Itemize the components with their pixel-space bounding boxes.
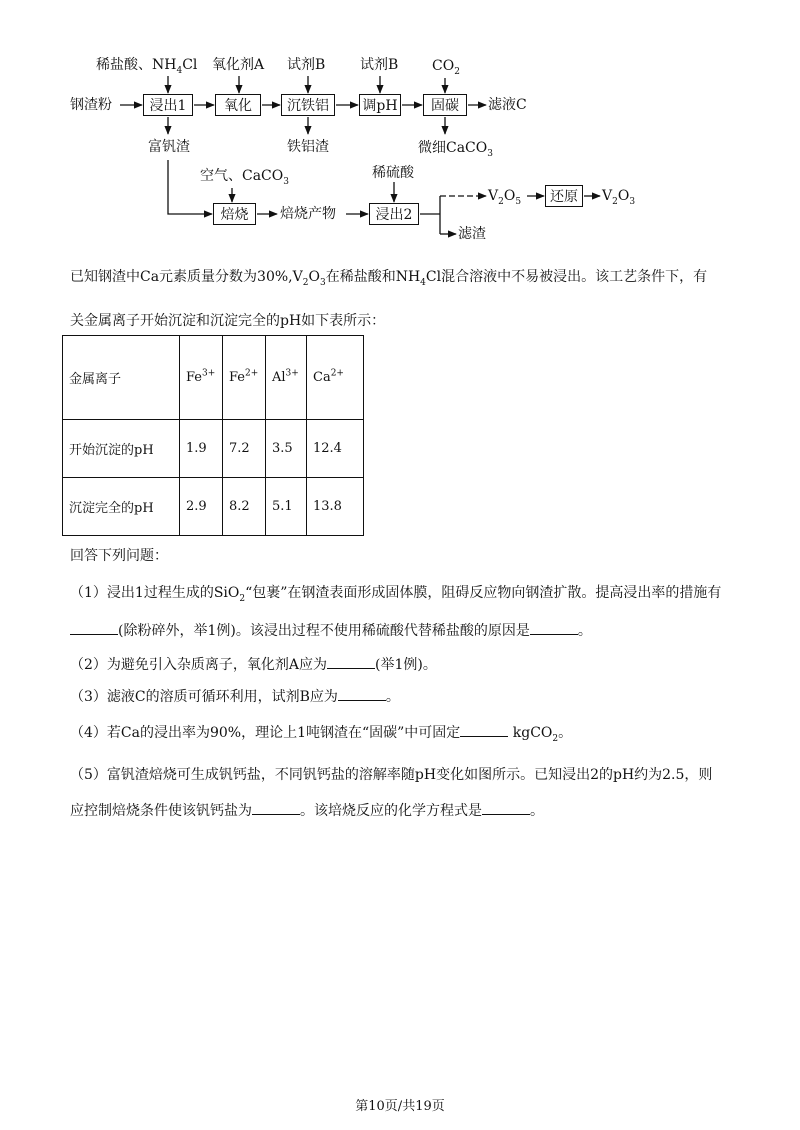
page-footer: 第10页/共19页 — [355, 1099, 445, 1114]
fine-caco3-label: 微细CaCO$_3$ — [418, 140, 493, 159]
question-5-line-1: （5）富钒渣焙烧可生成钒钙盐，不同钒钙盐的溶解率随pH变化如图所示。已知浸出2的pH约为2.5，则 — [70, 767, 713, 783]
start-material-label: 钢渣粉 — [70, 97, 112, 113]
input-oxidant-label: 氧化剂A — [212, 57, 265, 73]
input-acid-label: 稀盐酸、$NH_4Cl$ — [96, 57, 198, 76]
table-header-row — [63, 336, 364, 420]
table-cell: 3.5 — [266, 420, 307, 478]
box-carbon-fixation: 固碳 — [423, 94, 467, 116]
answer-blank[interactable] — [252, 802, 300, 815]
vanadium-residue-label: 富钒渣 — [148, 139, 190, 155]
table-cell: 12.4 — [307, 420, 364, 478]
answer-blank[interactable] — [530, 622, 578, 635]
answer-blank[interactable] — [70, 622, 118, 635]
intro-line-1: 已知钢渣中Ca元素质量分数为$30\%,V_2O_3$在稀盐酸和$NH_4Cl$混合溶液中不易被浸出。该工艺条件下，有 — [70, 269, 708, 288]
table-row-label: 开始沉淀的pH — [63, 420, 180, 478]
question-5-line-2: 应控制焙烧条件使该钒钙盐为 。该培烧反应的化学方程式是 。 — [70, 803, 544, 819]
table-cell: 8.2 — [223, 478, 266, 536]
question-1-line-2: (除粉碎外，举1例)。该浸出过程不使用稀硫酸代替稀盐酸的原因是 。 — [70, 620, 592, 640]
v2o5-label: $V_2O_5$ — [488, 188, 522, 207]
question-4: （4）若Ca的浸出率为90%，理论上1吨钢渣在“固碳”中可固定 kgCO$_2$。 — [70, 725, 573, 744]
table-ion-ca2: $Ca^{2+}$ — [307, 336, 364, 420]
box-reduction: 还原 — [545, 185, 583, 207]
table-header-label: 金属离子 — [63, 336, 180, 420]
answer-blank[interactable] — [327, 656, 375, 669]
table-cell: 2.9 — [180, 478, 223, 536]
table-ion-fe3: $Fe^{3+}$ — [180, 336, 223, 420]
fe-al-residue-label: 铁铝渣 — [287, 139, 329, 155]
box-roasting: 焙烧 — [213, 203, 256, 225]
roast-product-label: 焙烧产物 — [280, 206, 336, 222]
question-3: （3）滤液C的溶质可循环利用，试剂B应为 。 — [70, 689, 400, 705]
table-cell: 1.9 — [180, 420, 223, 478]
question-1-line-1: （1）浸出1过程生成的SiO$_2$“包裹”在钢渣表面形成固体膜，阻碍反应物向钢渣扩散。提高浸出率的措施有 — [70, 585, 722, 604]
input-reagent-b1-label: 试剂B — [287, 57, 326, 73]
box-leach2: 浸出2 — [369, 203, 419, 225]
table-row — [63, 420, 364, 478]
table-cell: 13.8 — [307, 478, 364, 536]
answer-blank[interactable] — [482, 802, 530, 815]
dilute-h2so4-label: 稀硫酸 — [372, 165, 414, 181]
filtrate-c-label: 滤液C — [488, 97, 527, 113]
answer-blank[interactable] — [338, 688, 386, 701]
box-oxidize: 氧化 — [215, 94, 261, 116]
table-cell: 5.1 — [266, 478, 307, 536]
box-adjust-ph: 调pH — [359, 94, 401, 116]
table-row — [63, 478, 364, 536]
v2o3-label: $V_2O_3$ — [602, 188, 636, 207]
precipitation-ph-table — [62, 335, 364, 536]
table-ion-al3: $Al^{3+}$ — [266, 336, 307, 420]
table-cell: 7.2 — [223, 420, 266, 478]
box-leach1: 浸出1 — [143, 94, 193, 116]
input-co2-label: $CO_2$ — [432, 58, 460, 77]
input-reagent-b2-label: 试剂B — [360, 57, 399, 73]
answer-blank[interactable] — [460, 724, 508, 737]
question-2: （2）为避免引入杂质离子，氧化剂A应为 (举1例)。 — [70, 657, 437, 673]
air-caco3-label: 空气、CaCO$_3$ — [200, 168, 289, 187]
intro-line-2: 关金属离子开始沉淀和沉淀完全的pH如下表所示： — [70, 313, 386, 329]
box-remove-fe-al: 沉铁铝 — [281, 94, 335, 116]
filter-residue-label: 滤渣 — [458, 226, 486, 242]
answer-prompt: 回答下列问题： — [70, 548, 168, 564]
table-row-label: 沉淀完全的pH — [63, 478, 180, 536]
table-ion-fe2: $Fe^{2+}$ — [223, 336, 266, 420]
